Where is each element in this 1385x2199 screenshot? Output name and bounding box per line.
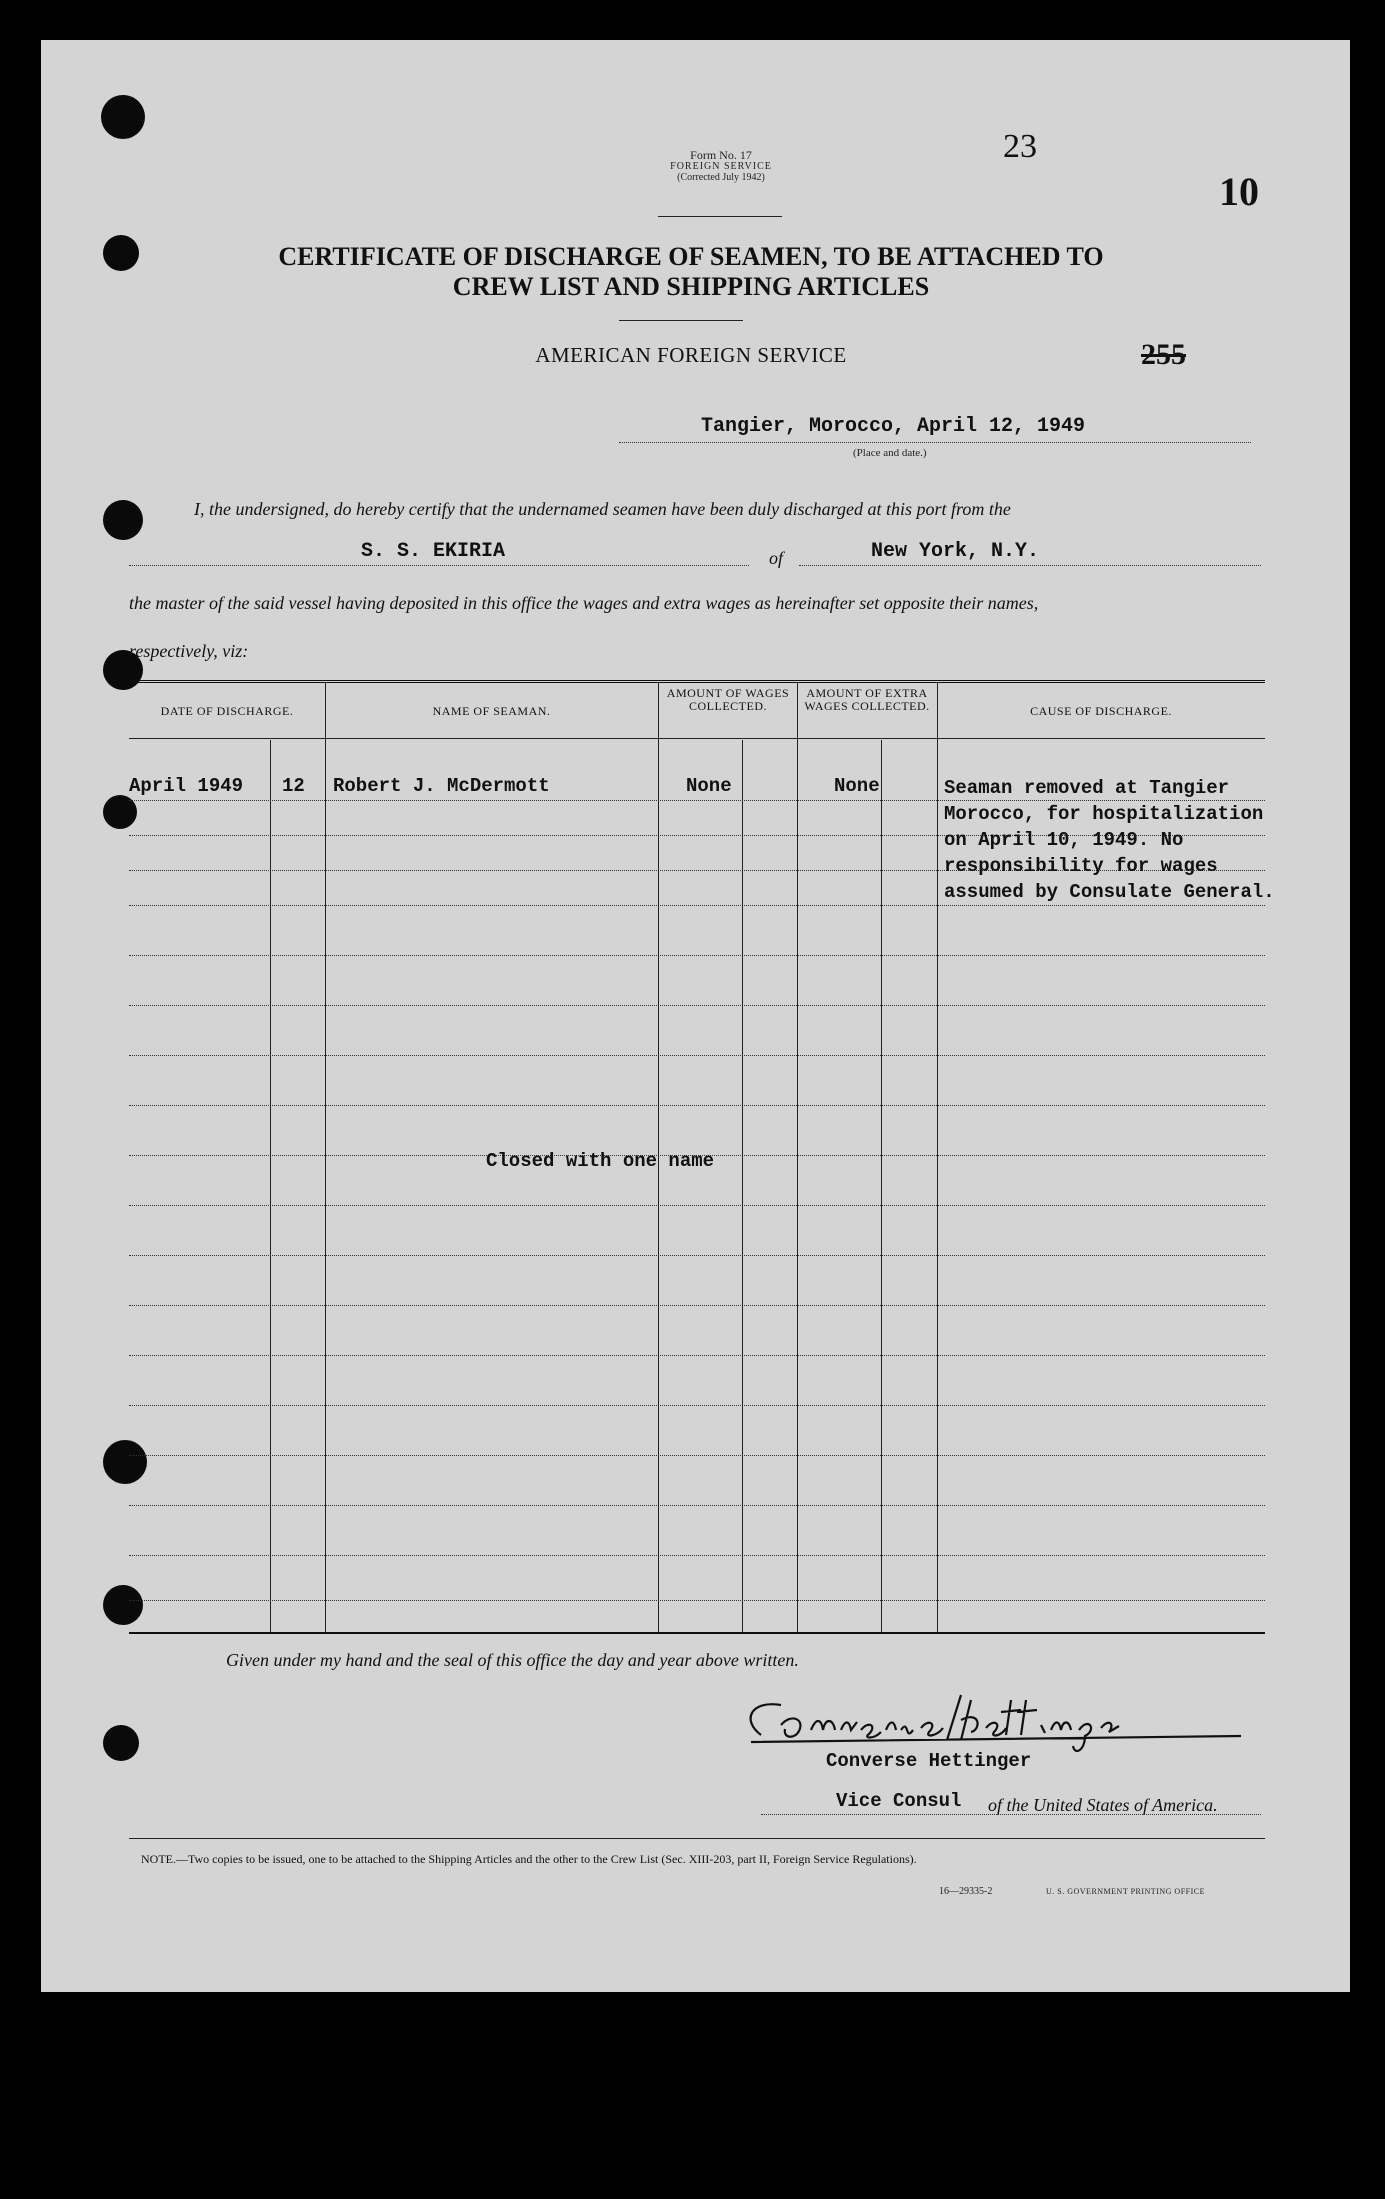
vessel-name: S. S. EKIRIA bbox=[361, 540, 506, 563]
header-date: DATE OF DISCHARGE. bbox=[160, 704, 294, 718]
cause-line: assumed by Consulate General. bbox=[944, 881, 1275, 903]
signature-line bbox=[761, 1814, 1261, 1815]
punch-hole bbox=[103, 1725, 139, 1761]
row-day: 12 bbox=[282, 775, 305, 797]
title-line-1: CERTIFICATE OF DISCHARGE OF SEAMEN, TO BE ATTACHED TO bbox=[278, 242, 1104, 271]
table-rule bbox=[129, 1600, 1265, 1601]
place-date-value: Tangier, Morocco, April 12, 1949 bbox=[701, 415, 1086, 438]
col-divider bbox=[325, 683, 326, 1632]
corner-mark: 10 bbox=[1219, 169, 1259, 214]
table-rule bbox=[129, 1055, 1265, 1056]
service-name: AMERICAN FOREIGN SERVICE bbox=[535, 343, 847, 367]
vessel-port: New York, N.Y. bbox=[871, 540, 1040, 563]
col-divider bbox=[797, 683, 798, 1632]
punch-hole bbox=[103, 1440, 147, 1484]
document-sheet bbox=[41, 40, 1350, 1992]
certification-line-3: respectively, viz: bbox=[129, 641, 249, 661]
header-wages: AMOUNT OF WAGES COLLECTED. bbox=[666, 686, 790, 713]
table-rule bbox=[129, 1455, 1265, 1456]
table-rule bbox=[129, 1405, 1265, 1406]
signer-title: Vice Consul bbox=[836, 1790, 962, 1812]
header-name: NAME OF SEAMAN. bbox=[432, 704, 551, 718]
footer-note: NOTE.—Two copies to be issued, one to be attached to the Shipping Articles and the other to the Crew List (Sec. XIII-203, part II, Foreign Service Regulations). bbox=[141, 1852, 917, 1866]
table-header-rule bbox=[129, 738, 1265, 739]
table-rule bbox=[129, 1105, 1265, 1106]
page-title bbox=[141, 242, 1241, 302]
table-rule bbox=[129, 1555, 1265, 1556]
table-rule bbox=[129, 1305, 1265, 1306]
form-number: Form No. 17 bbox=[690, 148, 752, 162]
signer-name: Converse Hettinger bbox=[826, 1750, 1032, 1772]
given-statement: Given under my hand and the seal of this office the day and year above written. bbox=[226, 1650, 799, 1670]
table-rule bbox=[129, 1005, 1265, 1006]
col-divider bbox=[881, 740, 882, 1632]
table-rule bbox=[129, 1505, 1265, 1506]
row-cause bbox=[944, 775, 1275, 905]
page-number: 23 bbox=[1003, 128, 1037, 165]
note-rule bbox=[129, 1838, 1265, 1839]
place-date-line bbox=[619, 442, 1251, 443]
cause-line: responsibility for wages bbox=[944, 855, 1218, 877]
header-extra: AMOUNT OF EXTRA WAGES COLLECTED. bbox=[804, 686, 930, 713]
punch-hole bbox=[103, 1585, 143, 1625]
table-bottom-rule bbox=[129, 1632, 1265, 1634]
punch-hole bbox=[103, 235, 139, 271]
cause-line: Morocco, for hospitalization bbox=[944, 803, 1264, 825]
form-info-rule bbox=[658, 216, 782, 217]
punch-hole bbox=[101, 95, 145, 139]
port-line bbox=[799, 565, 1261, 566]
closed-note: Closed with one name bbox=[486, 1150, 715, 1172]
col-divider bbox=[270, 740, 271, 1632]
cause-line: on April 10, 1949. No bbox=[944, 829, 1184, 851]
punch-hole bbox=[103, 500, 143, 540]
table-rule bbox=[129, 1205, 1265, 1206]
table-rule bbox=[129, 1355, 1265, 1356]
signer-suffix: of the United States of America. bbox=[988, 1795, 1218, 1815]
col-divider bbox=[742, 740, 743, 1632]
row-wages: None bbox=[686, 775, 732, 797]
title-line-2: CREW LIST AND SHIPPING ARTICLES bbox=[452, 272, 930, 301]
printer-code: 16—29335-2 bbox=[939, 1886, 993, 1897]
title-rule bbox=[619, 320, 743, 321]
row-name: Robert J. McDermott bbox=[333, 775, 550, 797]
header-cause: CAUSE OF DISCHARGE. bbox=[1030, 704, 1172, 718]
certification-line-2: the master of the said vessel having deposited in this office the wages and extra wages as hereinafter set opposite their names, bbox=[129, 593, 1039, 613]
table-rule bbox=[129, 905, 1265, 906]
certification-line-1: I, the undersigned, do hereby certify that the undernamed seamen have been duly discharged at this port from the bbox=[194, 499, 1011, 519]
table-rule bbox=[129, 1255, 1265, 1256]
printer-office: U. S. GOVERNMENT PRINTING OFFICE bbox=[1046, 1887, 1205, 1896]
vessel-line bbox=[129, 565, 749, 566]
row-date: April 1949 bbox=[129, 775, 244, 797]
table-rule bbox=[129, 955, 1265, 956]
form-corrected: (Corrected July 1942) bbox=[677, 172, 765, 183]
form-info bbox=[601, 150, 841, 183]
col-divider bbox=[937, 683, 938, 1632]
of-label: of bbox=[769, 548, 784, 568]
table-top-rule bbox=[129, 680, 1265, 683]
form-service: FOREIGN SERVICE bbox=[670, 161, 772, 172]
cause-line: Seaman removed at Tangier bbox=[944, 777, 1230, 799]
crossed-number: 255 bbox=[1141, 338, 1186, 371]
place-date-caption: (Place and date.) bbox=[853, 447, 927, 459]
row-extra: None bbox=[834, 775, 880, 797]
